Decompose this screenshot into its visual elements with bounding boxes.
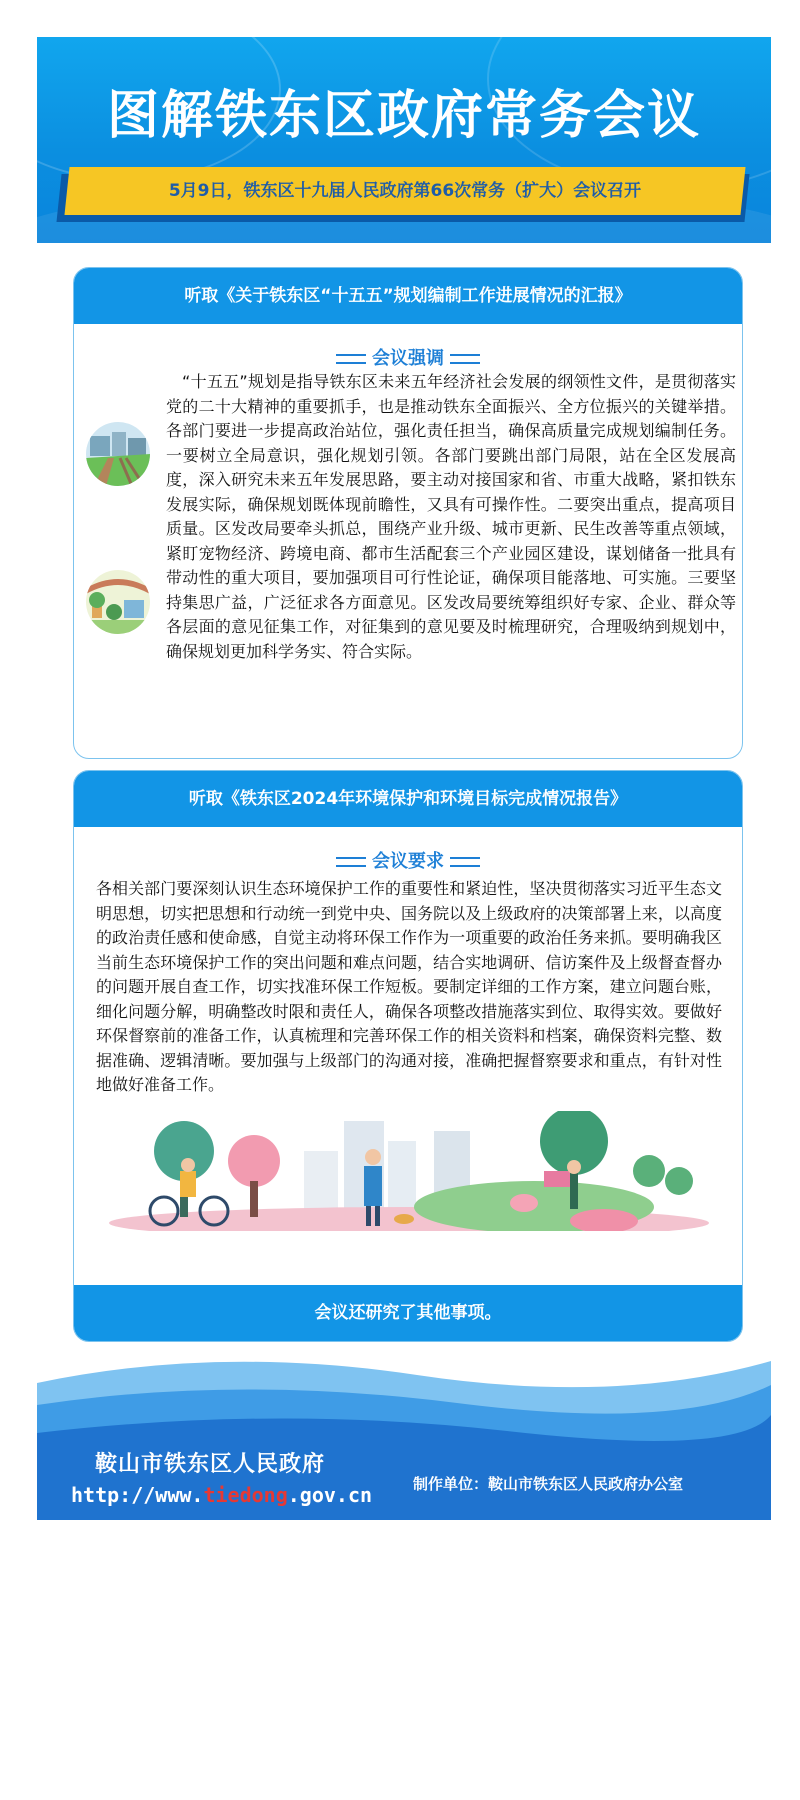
section-card-environment [73, 770, 743, 1342]
divider-icon [336, 857, 366, 867]
divider-icon [450, 354, 480, 364]
producer-credit: 制作单位：鞍山市铁东区人民政府办公室 [413, 1475, 684, 1493]
website-link[interactable] [71, 1483, 372, 1507]
section-body-text: “十五五”规划是指导铁东区未来五年经济社会发展的纲领性文件，是贯彻落实党的二十大精神的重要抓手，也是推动铁东全面振兴、全方位振兴的关键举措。各部门要进一步提高政治站位，强化责任担当，确保高质量完成规划编制任务。一要树立全局意识，强化规划引领。各部门要跳出部门局限，站在全区发展高度，深入研究未来五年发展思路，要主动对接国家和省、市重大战略，紧扣铁东发展实际，确保规划既体现前瞻性，又具有可操作性。二要突出重点，提高项目质量。区发改局要牵头抓总，围绕产业升级、城市更新、民生改善等重点领域，紧盯宠物经济、跨境电商、都市生活配套三个产业园区建设，谋划储备一批具有带动性的重大项目，要加强项目可行性论证，确保项目能落地、可实施。三要坚持集思广益，广泛征求各方面意见。区发改局要统筹组织好专家、企业、群众等各层面的意见征集工作，对征集到的意见要及时梳理研究，合理吸纳到规划中，确保规划更加科学务实、符合实际。 [166, 372, 736, 661]
section-body-text: 各相关部门要深刻认识生态环境保护工作的重要性和紧迫性，坚决贯彻落实习近平生态文明思想，切实把思想和行动统一到党中央、国务院以及上级政府的决策部署上来，以高度的政治责任感和使命感，自觉主动将环保工作作为一项重要的政治任务来抓。要明确我区当前生态环境保护工作的突出问题和难点问题，结合实地调研、信访案件及上级督查督办的问题开展自查工作，切实找准环保工作短板。要制定详细的工作方案，建立问题台账，细化问题分解，明确整改时限和责任人，确保各项整改措施落实到位、取得实效。要做好环保督察前的准备工作，认真梳理和完善环保工作的相关资料和档案，确保资料完整、数据准确、逻辑清晰。要加强与上级部门的沟通对接，准确把握督察要求和重点，有针对性地做好准备工作。 [96, 879, 722, 1094]
organization-name: 鞍山市铁东区人民政府 [95, 1452, 326, 1477]
sub-heading [74, 344, 742, 370]
poster [37, 37, 771, 1520]
rail-landscape-image [86, 422, 150, 486]
meeting-subtitle: 5月9日，铁东区十九届人民政府第66次常务（扩大）会议召开 [168, 181, 642, 201]
sub-heading-label: 会议要求 [372, 851, 444, 872]
sub-heading [74, 847, 742, 873]
url-suffix: .gov.cn [287, 1483, 373, 1507]
section-heading: 听取《关于铁东区“十五五”规划编制工作进展情况的汇报》 [74, 268, 742, 324]
footer-banner [37, 1345, 771, 1520]
url-highlight: tiedong [203, 1483, 288, 1507]
park-illustration [104, 1111, 714, 1231]
divider-icon [450, 857, 480, 867]
section-heading: 听取《铁东区2024年环境保护和环境目标完成情况报告》 [74, 771, 742, 827]
garden-image [86, 570, 150, 634]
section-card-plan [73, 267, 743, 759]
page-title: 图解铁东区政府常务会议 [106, 86, 701, 146]
sub-heading-label: 会议强调 [372, 348, 444, 369]
header-banner [37, 37, 771, 243]
section-footer-note: 会议还研究了其他事项。 [74, 1285, 742, 1341]
divider-icon [336, 354, 366, 364]
url-prefix: http://www. [71, 1483, 204, 1507]
